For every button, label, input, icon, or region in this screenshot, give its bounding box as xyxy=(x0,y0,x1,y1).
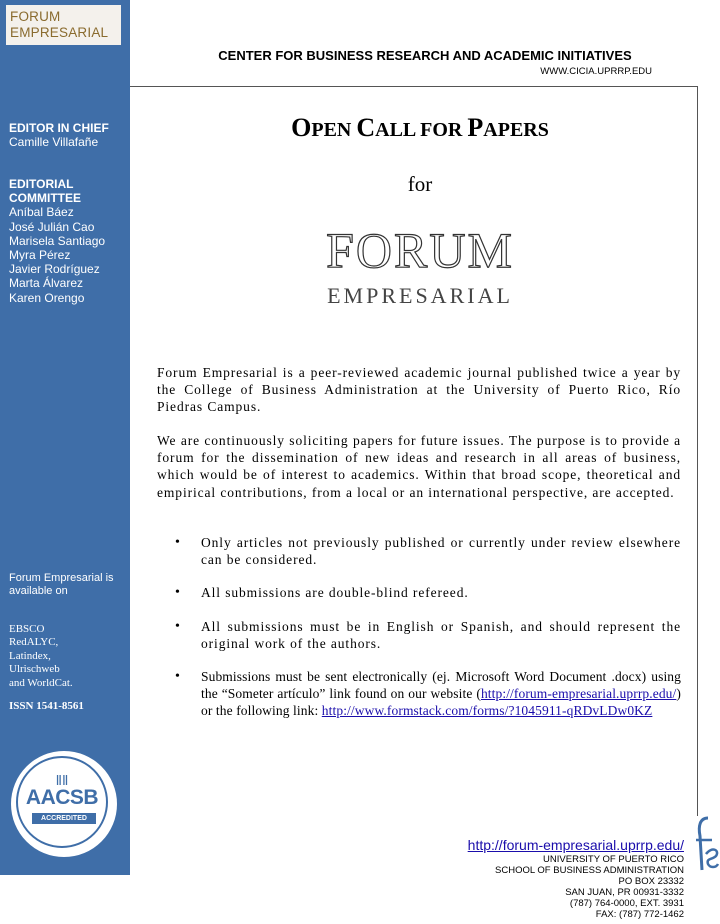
list-item: • Only articles not previously published or currently under review elsewhere can be considered. xyxy=(157,534,681,568)
committee-member: Karen Orengo xyxy=(9,290,85,305)
availability-line-2: available on xyxy=(9,585,68,597)
footer-line: PO BOX 23332 xyxy=(618,876,684,887)
intro-paragraph: Forum Empresarial is a peer-reviewed academic journal published twice a year by the College of Business Administration at the University of Puerto Rico, Río Piedras Campus. xyxy=(157,365,681,415)
fe-monogram-icon xyxy=(690,812,720,874)
journal-name-empresarial: EMPRESARIAL xyxy=(327,283,513,308)
committee-member: Myra Pérez xyxy=(9,248,71,263)
footer-line: SCHOOL OF BUSINESS ADMINISTRATION xyxy=(495,865,684,876)
submission-rules xyxy=(157,534,681,736)
committee-heading-1: EDITORIAL xyxy=(9,177,74,191)
seal-name: AACSB xyxy=(25,786,99,809)
committee-member: Javier Rodríguez xyxy=(9,262,100,277)
issn: ISSN 1541-8561 xyxy=(9,700,84,712)
committee-heading-2: COMMITTEE xyxy=(9,191,81,206)
journal-logo xyxy=(6,5,121,45)
index-item: RedALYC, xyxy=(9,636,59,649)
list-item: • All submissions are double-blind refereed. xyxy=(157,584,681,601)
seal-label: ACCREDITED xyxy=(32,813,96,824)
footer-url-link[interactable]: http://forum-empresarial.uprrp.edu/ xyxy=(467,837,684,853)
committee-block xyxy=(9,177,105,305)
committee-member: José Julián Cao xyxy=(9,219,95,234)
organization-title: CENTER FOR BUSINESS RESEARCH AND ACADEMIC INITIATIVES xyxy=(218,48,632,63)
scope-paragraph: We are continuously soliciting papers for future issues. The purpose is to provide a forum for the dissemination of new ideas and research in all areas of business, which would be of interest to academics. Within that broad scope, theoretical and empirical contributions, from a local or an international perspective, are accepted. xyxy=(157,433,681,500)
logo-line-2: EMPRESARIAL xyxy=(10,25,109,40)
committee-member: Aníbal Báez xyxy=(9,205,74,220)
footer-line: (787) 764-0000, EXT. 3931 xyxy=(569,898,684,909)
index-item: Latindex, xyxy=(9,649,51,662)
title-for: for xyxy=(407,172,433,196)
contact-block xyxy=(468,836,684,920)
journal-name-forum: FORUM xyxy=(326,222,514,278)
formstack-link[interactable]: http://www.formstack.com/forms/?1045911-qRDvLDw0KZ xyxy=(321,703,653,719)
availability-line-1: Forum Empresarial is xyxy=(9,572,114,584)
pillars-icon: ⅡⅡ xyxy=(55,774,69,789)
committee-member: Marta Álvarez xyxy=(9,276,84,291)
website-link[interactable]: http://forum-empresarial.uprrp.edu/ xyxy=(480,686,677,702)
availability-block xyxy=(9,572,114,598)
editor-name: Camille Villafañe xyxy=(9,135,99,150)
committee-member: Marisela Santiago xyxy=(9,233,106,248)
index-item: Ulrischweb xyxy=(9,663,60,676)
index-list xyxy=(9,623,73,690)
organization-url: WWW.CICIA.UPRRP.EDU xyxy=(540,66,652,77)
editor-heading: EDITOR IN CHIEF xyxy=(9,121,109,135)
editor-block xyxy=(9,121,109,149)
list-item: • Submissions must be sent electronically (ej. Microsoft Word Document .docx) using the “Someter artículo” link found on our website (http://forum-empresarial.uprrp.edu/) or the following link: http://www.formstack.com/forms/?1045911-qRDvLDw0KZ xyxy=(157,668,681,720)
footer-line: FAX: (787) 772-1462 xyxy=(595,909,684,920)
sidebar xyxy=(0,0,130,875)
index-item: and WorldCat. xyxy=(9,676,73,689)
footer-line: SAN JUAN, PR 00931-3332 xyxy=(565,887,684,898)
footer-line: UNIVERSITY OF PUERTO RICO xyxy=(543,854,684,865)
page-title: OPEN CALL FOR PAPERS xyxy=(291,113,549,142)
index-item: EBSCO xyxy=(9,623,45,635)
seal-ring xyxy=(16,756,108,848)
aacsb-accreditation-seal xyxy=(11,751,117,857)
logo-line-1: FORUM xyxy=(10,9,61,24)
list-item: • All submissions must be in English or Spanish, and should represent the original work of the authors. xyxy=(157,618,681,652)
